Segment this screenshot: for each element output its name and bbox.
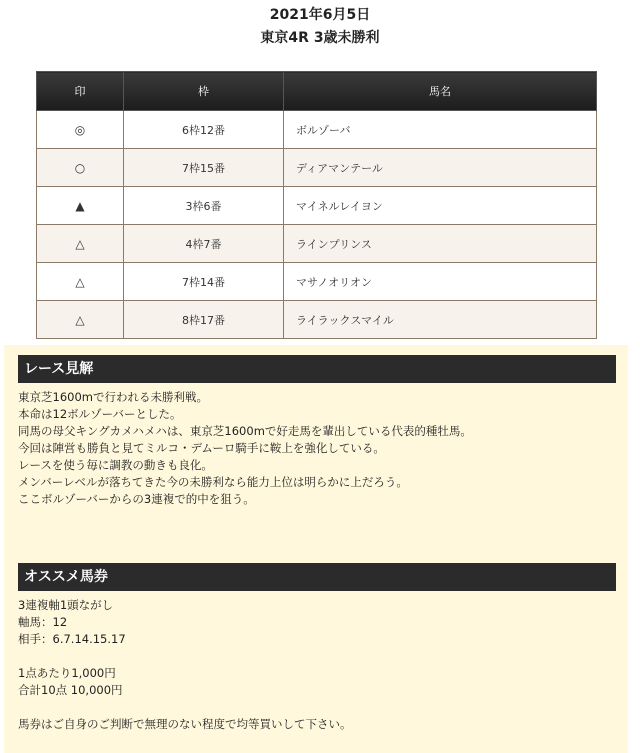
table-row	[37, 187, 597, 225]
per-point-amount: 1点あたり1,000円	[18, 666, 116, 680]
prediction-mark: ○	[37, 149, 124, 187]
horse-name: マサノオリオン	[284, 263, 597, 301]
gate-number: 7枠14番	[124, 263, 284, 301]
partner-horses: 相手：6.7.14.15.17	[18, 632, 126, 646]
spacer	[18, 699, 616, 716]
horse-name: ディアマンテール	[284, 149, 597, 187]
table-header-row	[37, 72, 597, 111]
analysis-line: ここボルゾーバーからの3連複で的中を狙う。	[18, 492, 255, 506]
gate-number: 7枠15番	[124, 149, 284, 187]
column-header-horse: 馬名	[284, 72, 597, 111]
prediction-mark: ◎	[37, 111, 124, 149]
horse-name: ラインプリンス	[284, 225, 597, 263]
race-date: 2021年6月5日	[269, 7, 371, 23]
gate-number: 4枠7番	[124, 225, 284, 263]
gate-number: 6枠12番	[124, 111, 284, 149]
prediction-mark: △	[37, 225, 124, 263]
column-header-mark: 印	[37, 72, 124, 111]
gate-number: 3枠6番	[124, 187, 284, 225]
horse-name: ライラックスマイル	[284, 301, 597, 339]
column-header-waku: 枠	[124, 72, 284, 111]
analysis-line: 今回は陣営も勝負と見てミルコ・デムーロ騎手に鞍上を強化している。	[18, 441, 385, 455]
prediction-mark: ▲	[37, 187, 124, 225]
analysis-line: レースを使う毎に調教の動きも良化。	[18, 458, 213, 472]
betting-note: 馬券はご自身のご判断で無理のない程度で均等買いして下さい。	[18, 717, 352, 731]
recommend-section	[4, 563, 616, 733]
total-amount: 合計10点 10,000円	[18, 683, 123, 697]
recommend-body	[18, 597, 616, 733]
analysis-heading: レース見解	[18, 355, 616, 383]
prediction-mark: △	[37, 301, 124, 339]
recommend-heading: オススメ馬券	[18, 563, 616, 591]
analysis-line: 同馬の母父キングカメハメハは、東京芝1600mで好走馬を輩出している代表的種牡馬。	[18, 424, 472, 438]
axis-horse: 軸馬：12	[18, 615, 68, 629]
table-row	[37, 301, 597, 339]
analysis-section	[4, 355, 616, 508]
analysis-body	[18, 389, 616, 508]
table-row	[37, 149, 597, 187]
analysis-line: 本命は12ボルゾーバーとした。	[18, 407, 182, 421]
analysis-line: 東京芝1600mで行われる未勝利戦。	[18, 390, 208, 404]
prediction-table	[36, 71, 597, 339]
table-row	[37, 111, 597, 149]
analysis-line: メンバーレベルが落ちてきた今の未勝利なら能力上位は明らかに上だろう。	[18, 475, 408, 489]
prediction-mark: △	[37, 263, 124, 301]
table-row	[37, 263, 597, 301]
bet-type: 3連複軸1頭ながし	[18, 598, 114, 612]
table-row	[37, 225, 597, 263]
spacer	[18, 648, 616, 665]
commentary-panel	[4, 345, 628, 753]
race-title: 東京4R 3歳未勝利	[260, 30, 380, 46]
horse-name: マイネルレイヨン	[284, 187, 597, 225]
page-header	[0, 0, 640, 47]
gate-number: 8枠17番	[124, 301, 284, 339]
horse-name: ボルゾーバ	[284, 111, 597, 149]
